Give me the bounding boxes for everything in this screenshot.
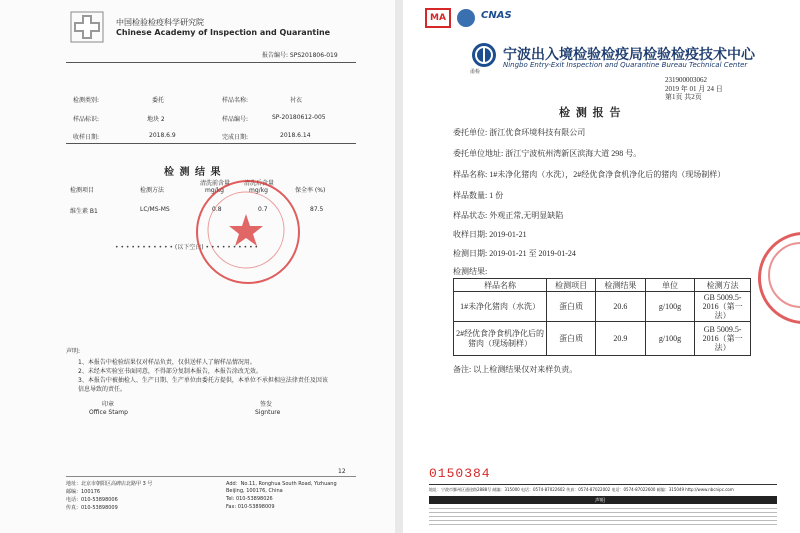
footer-cn-addr: 地址：北京市朝阳区高碑店北路甲 3 号 bbox=[66, 481, 153, 487]
field-value: 外观正常,无明显缺陷 bbox=[489, 211, 564, 220]
results-label: 检测结果: bbox=[453, 267, 488, 276]
info-label: 完成日期: bbox=[222, 134, 249, 141]
field-sample-name bbox=[453, 169, 725, 180]
footer-fine-print bbox=[429, 508, 777, 528]
right-org-cn: 宁波出入境检验检疫局检验检疫技术中心 bbox=[503, 47, 755, 63]
note-line: 信息导致的责任。 bbox=[78, 386, 127, 393]
field-label: 收样日期: bbox=[453, 230, 488, 239]
page-number: 12 bbox=[338, 468, 346, 475]
cell-rate: 87.5 bbox=[310, 206, 324, 213]
cell-unit: g/100g bbox=[645, 322, 695, 356]
left-report-no: 报告编号: SPS201806-019 bbox=[262, 52, 338, 59]
official-stamp-partial bbox=[758, 232, 800, 324]
th-item: 检测项目 bbox=[547, 279, 596, 292]
info-label: 收样日期: bbox=[73, 134, 100, 141]
field-sample-qty bbox=[453, 190, 503, 201]
footer-cn-zip: 邮编：100176 bbox=[66, 489, 101, 495]
notes-title: 声明: bbox=[66, 348, 81, 355]
caiq-logo-icon bbox=[70, 11, 104, 43]
footer-en-addr: Add：No.11, Ronghua South Road, Yizhuang bbox=[226, 481, 337, 487]
table-header-row bbox=[454, 279, 751, 292]
th-unit: 单位 bbox=[645, 279, 695, 292]
remark: 备注: 以上检测结果仅对来样负责。 bbox=[453, 365, 578, 374]
col-header-item: 检测项目 bbox=[70, 187, 95, 194]
field-client-address bbox=[453, 148, 641, 159]
field-label: 样品名称: bbox=[453, 170, 488, 179]
blank-below-line: • • • • • • • • • • • (以下空白) • • • • • • • • • • bbox=[115, 244, 259, 251]
th-result: 检测结果 bbox=[596, 279, 645, 292]
cnas-logo-icon: CNAS bbox=[481, 10, 512, 21]
info-value: 委托 bbox=[152, 97, 165, 104]
left-org-en: Chinese Academy of Inspection and Quarantine bbox=[116, 28, 331, 37]
stamp-label-cn: 印章 bbox=[102, 401, 115, 408]
cell-sample: 2#经优食净食机净化后的猪肉（现场制样） bbox=[454, 322, 547, 356]
right-report-page bbox=[403, 0, 800, 533]
note-line: 2、未经本实验室书面同意，不得部分复制本报告，本报告涂改无效。 bbox=[78, 368, 262, 375]
cell-sample: 1#未净化猪肉（水洗） bbox=[454, 292, 547, 322]
footer-notes-title: 声明 bbox=[595, 498, 606, 504]
th-sample: 样品名称 bbox=[454, 279, 547, 292]
cell-item: 维生素 B1 bbox=[70, 208, 98, 215]
field-value: 1 份 bbox=[489, 191, 504, 200]
cell-result: 20.9 bbox=[596, 322, 645, 356]
col-header-before-unit: mg/kg bbox=[205, 187, 224, 194]
field-receive-date bbox=[453, 229, 527, 240]
field-label: 检测日期: bbox=[453, 249, 488, 258]
info-label: 样品名称: bbox=[222, 97, 249, 104]
cell-item: 蛋白质 bbox=[547, 292, 596, 322]
footer-contact-line: 地址：宁波市鄞州区通途路2888号 邮编：315000 电话：0574-87022602 传真：0574-87022002 电话：0574-87022600 邮编：315049 http://www.nbcnipc.com bbox=[429, 487, 734, 492]
cell-method: GB 5009.5-2016（第一法） bbox=[695, 322, 751, 356]
official-stamp bbox=[196, 180, 300, 284]
ilac-logo-icon bbox=[457, 9, 475, 27]
field-value: 2019-01-21 bbox=[489, 230, 527, 239]
stamp-star-icon bbox=[196, 180, 296, 280]
cell-unit: g/100g bbox=[645, 292, 695, 322]
results-table bbox=[453, 278, 751, 356]
logo-caption: 甬检 bbox=[470, 69, 481, 75]
info-value: 地块 2 bbox=[147, 116, 165, 123]
info-value: 2018.6.14 bbox=[280, 132, 311, 139]
ma-logo-icon: MA bbox=[425, 8, 451, 28]
cell-method: GB 5009.5-2016（第一法） bbox=[695, 292, 751, 322]
table-row bbox=[454, 322, 751, 356]
right-page: 第1页 共2页 bbox=[665, 93, 702, 101]
right-date: 2019 年 01 月 24 日 bbox=[665, 85, 723, 93]
serial-number: 0150384 bbox=[429, 466, 491, 481]
right-title: 检 测 报 告 bbox=[559, 106, 622, 119]
footer-rule bbox=[429, 484, 777, 485]
footer-cn-fax: 传真：010-53898009 bbox=[66, 505, 118, 511]
table-row bbox=[454, 292, 751, 322]
field-label: 委托单位: bbox=[453, 128, 488, 137]
field-label: 委托单位地址: bbox=[453, 149, 504, 158]
info-label: 检测类别: bbox=[73, 97, 100, 104]
info-value: 衬衣 bbox=[290, 97, 303, 104]
note-line: 1、本报告中检验结果仅对样品负责，仅供送样人了解样品情况用。 bbox=[78, 359, 256, 366]
divider-line bbox=[66, 62, 356, 63]
page-gap bbox=[395, 0, 403, 533]
info-label: 样品标识: bbox=[73, 116, 100, 123]
sign-label-en: Signture bbox=[255, 409, 281, 416]
footer-en-city: Beijing, 100176, China bbox=[226, 488, 283, 494]
field-sample-state bbox=[453, 210, 563, 221]
footer-en-fax: Fax: 010-53898009 bbox=[226, 504, 275, 510]
cell-after: 0.7 bbox=[258, 206, 268, 213]
info-value: SP-20180612-005 bbox=[272, 114, 326, 121]
cell-item: 蛋白质 bbox=[547, 322, 596, 356]
left-org-cn: 中国检验检疫科学研究院 bbox=[116, 18, 204, 27]
field-value: 浙江优食环境科技有限公司 bbox=[489, 128, 586, 137]
field-value: 1#未净化猪肉（水洗），2#经优食净食机净化后的猪肉（现场制样） bbox=[489, 170, 726, 179]
divider-line bbox=[66, 143, 356, 144]
right-org-en: Ningbo Entry-Exit Inspection and Quarantine Bureau Technical Center bbox=[503, 61, 748, 69]
col-header-method: 检测方法 bbox=[140, 187, 165, 194]
cell-result: 20.6 bbox=[596, 292, 645, 322]
note-line: 3、本报告中被抽检人、生产日期、生产单位由委托方提供，本单位不承担相应法律责任及因该 bbox=[78, 377, 328, 384]
field-label: 样品状态: bbox=[453, 211, 488, 220]
col-header-before: 清洗前含量 bbox=[200, 180, 231, 187]
field-value: 浙江宁波杭州湾新区滨海大道 298 号。 bbox=[505, 149, 642, 158]
footer-divider bbox=[66, 476, 356, 477]
right-report-no: 231900003062 bbox=[665, 76, 707, 84]
ciq-logo-icon bbox=[471, 42, 497, 68]
left-report-page bbox=[0, 0, 395, 533]
col-header-after-unit: mg/kg bbox=[249, 187, 268, 194]
footer-cn-tel: 电话：010-53898006 bbox=[66, 497, 118, 503]
stamp-label-en: Office Stamp bbox=[89, 409, 128, 416]
col-header-rate: 保全率 (%) bbox=[295, 187, 326, 194]
field-client bbox=[453, 127, 585, 138]
left-results-title: 检 测 结 果 bbox=[164, 167, 222, 178]
th-method: 检测方法 bbox=[695, 279, 751, 292]
footer-en-tel: Tel: 010-53898026 bbox=[226, 496, 273, 502]
cell-method: LC/MS-MS bbox=[140, 206, 170, 213]
field-label: 样品数量: bbox=[453, 191, 488, 200]
info-label: 样品编号: bbox=[222, 116, 249, 123]
col-header-after: 清洗后含量 bbox=[244, 180, 275, 187]
cell-before: 0.8 bbox=[212, 206, 222, 213]
field-test-date bbox=[453, 248, 576, 259]
sign-label-cn: 签发 bbox=[260, 401, 273, 408]
field-value: 2019-01-21 至 2019-01-24 bbox=[489, 249, 576, 258]
info-value: 2018.6.9 bbox=[149, 132, 176, 139]
stamp-star-icon bbox=[758, 232, 800, 318]
